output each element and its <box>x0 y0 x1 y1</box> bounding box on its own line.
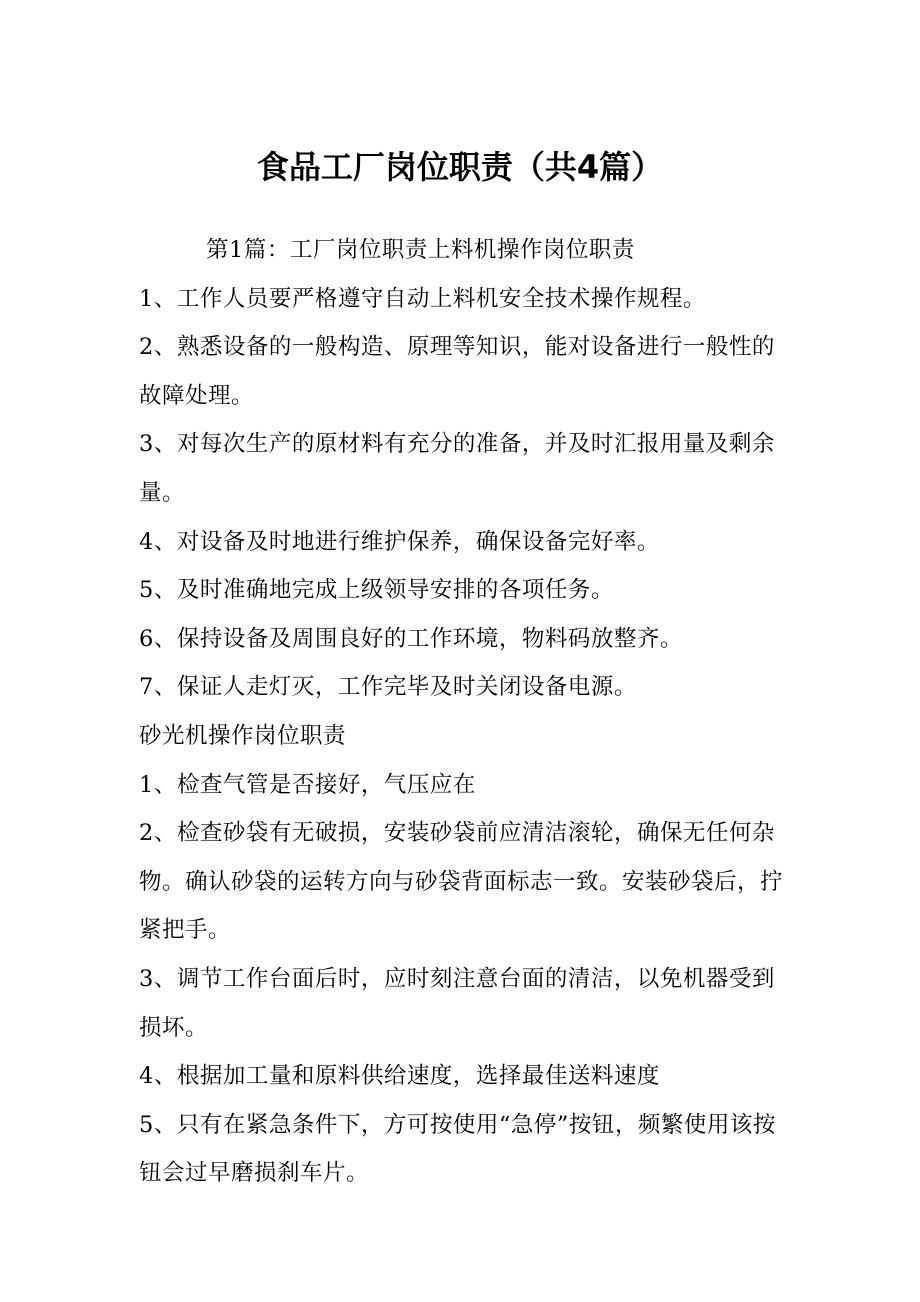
paragraph: 1、检查气管是否接好，气压应在 <box>139 771 476 798</box>
paragraph: 3、调节工作台面后时，应时刻注意台面的清洁，以免机器受到损坏。 <box>139 965 775 1041</box>
paragraph: 3、对每次生产的原材料有充分的准备，并及时汇报用量及剩余量。 <box>139 431 775 506</box>
paragraph: 2、检查砂袋有无破损，安装砂袋前应清洁滚轮，确保无任何杂物。确认砂袋的运转方向与砂袋背面标志一致。安装砂袋后，拧紧把手。 <box>139 820 784 944</box>
paragraph: 4、根据加工量和原料供给速度，选择最佳送料速度 <box>139 1063 660 1090</box>
paragraph: 2、熟悉设备的一般构造、原理等知识，能对设备进行一般性的故障处理。 <box>139 334 775 409</box>
paragraph: 5、只有在紧急条件下，方可按使用“急停”按钮，频繁使用该按钮会过早磨损刹车片。 <box>139 1111 776 1187</box>
paragraph: 5、及时准确地完成上级领导安排的各项任务。 <box>139 577 614 604</box>
paragraph: 4、对设备及时地进行维护保养，确保设备完好率。 <box>139 528 660 555</box>
paragraph: 6、保持设备及周围良好的工作环境，物料码放整齐。 <box>139 625 683 652</box>
paragraph: 1、工作人员要严格遵守自动上料机安全技术操作规程。 <box>139 285 706 312</box>
subsection-heading: 砂光机操作岗位职责 <box>139 722 347 749</box>
document-title: 食品工厂岗位职责（共4篇） <box>256 148 664 186</box>
section-heading: 第1篇：工厂岗位职责上料机操作岗位职责 <box>206 237 635 263</box>
paragraph: 7、保证人走灯灭，工作完毕及时关闭设备电源。 <box>139 674 637 701</box>
document-body <box>139 226 789 1198</box>
